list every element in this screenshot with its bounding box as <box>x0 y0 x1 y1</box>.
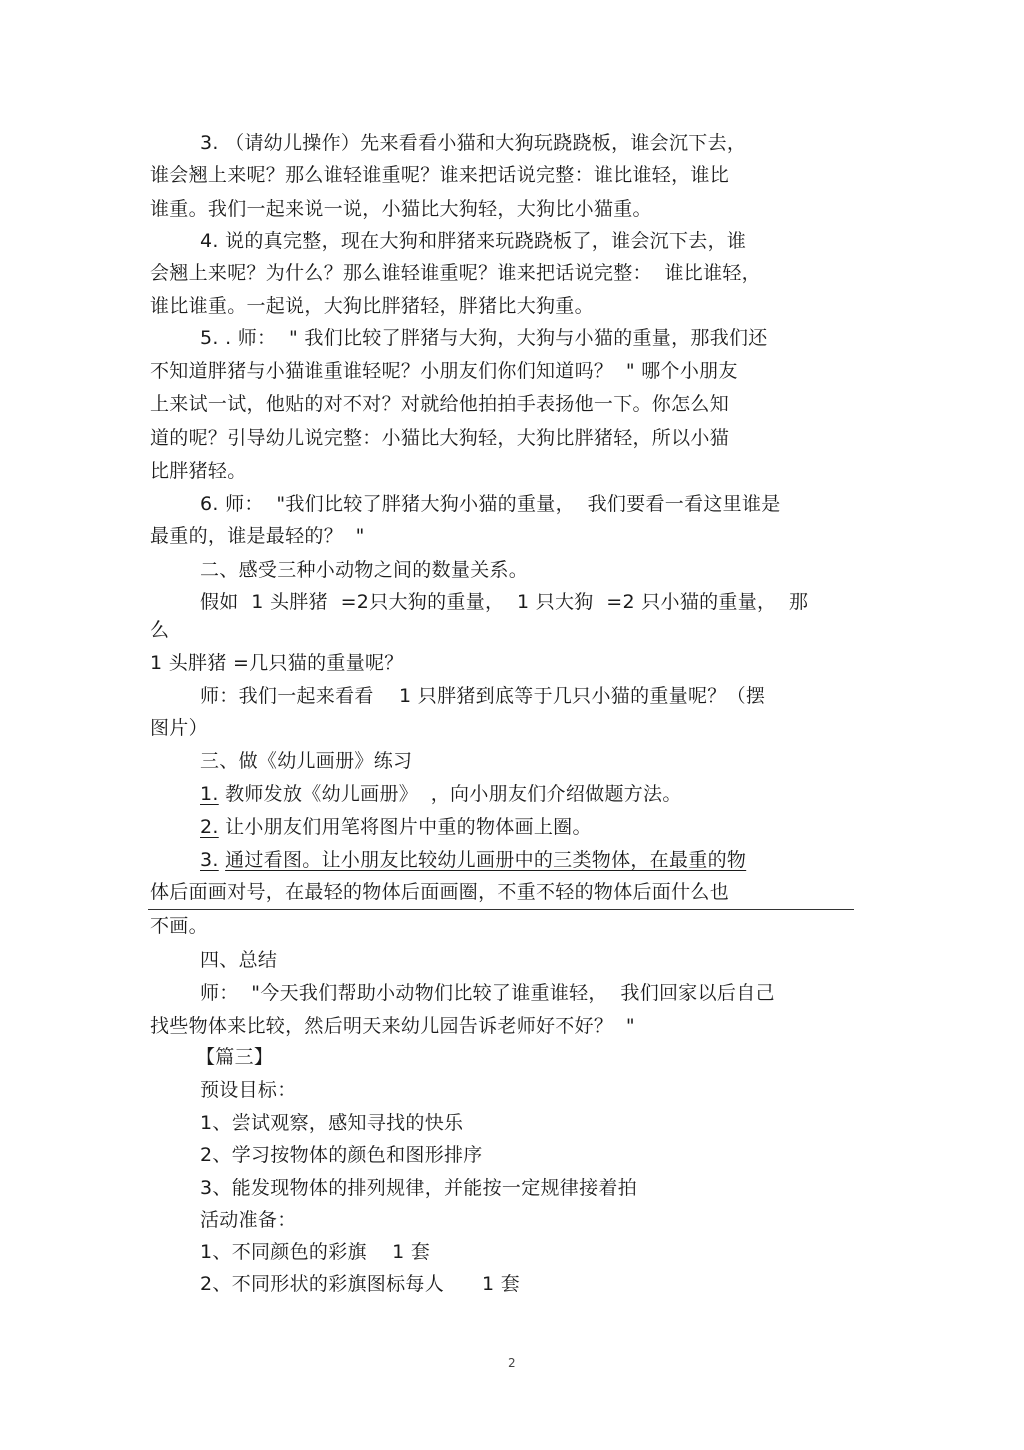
text-line: 体后面画对号，在最轻的物体后面画圈，不重不轻的物体后面什么也 <box>150 881 730 903</box>
section-heading: 二、感受三种小动物之间的数量关系。 <box>200 559 529 581</box>
text-line: 最重的，谁是最轻的？ " <box>150 525 365 547</box>
text-line: 4. 说的真完整，现在大狗和胖猪来玩跷跷板了，谁会沉下去，谁 <box>200 230 747 252</box>
text-line: 谁重。我们一起来说一说，小猫比大狗轻，大狗比小猫重。 <box>150 198 652 220</box>
part-heading: 【篇三】 <box>196 1046 274 1068</box>
text-line: 比胖猪轻。 <box>150 460 247 482</box>
text-line: 不画。 <box>150 915 208 937</box>
text-line: 道的呢？引导幼儿说完整：小猫比大狗轻，大狗比胖猪轻，所以小猫 <box>150 427 730 449</box>
list-number: 3. <box>200 849 219 871</box>
list-item: 2、学习按物体的颜色和图形排序 <box>200 1144 483 1166</box>
text-line: 不知道胖猪与小猫谁重谁轻呢？小朋友们你们知道吗？ " 哪个小朋友 <box>150 360 738 382</box>
text-line: 活动准备： <box>200 1209 297 1231</box>
list-number: 2. <box>200 816 219 838</box>
text-line: 上来试一试，他贴的对不对？对就给他拍拍手表扬他一下。你怎么知 <box>150 393 730 415</box>
text-line: 6. 师： "我们比较了胖猪大狗小猫的重量， 我们要看一看这里谁是 <box>200 493 781 515</box>
text-line: 1 头胖猪 =几只猫的重量呢？ <box>150 652 404 674</box>
text-line: 师： "今天我们帮助小动物们比较了谁重谁轻， 我们回家以后自己 <box>200 982 775 1004</box>
list-item: 2. 让小朋友们用笔将图片中重的物体画上圈。 <box>200 816 592 838</box>
list-item: 1、不同颜色的彩旗 1 套 <box>200 1241 431 1263</box>
list-number: 1. <box>200 783 219 805</box>
text-line: 假如 1 头胖猪 =2只大狗的重量， 1 只大狗 =2 只小猫的重量， 那 <box>200 591 809 613</box>
text-line: 谁会翘上来呢？那么谁轻谁重呢？谁来把话说完整：谁比谁轻，谁比 <box>150 164 730 186</box>
text-line: 找些物体来比较，然后明天来幼儿园告诉老师好不好？ " <box>150 1015 635 1037</box>
list-item: 1、尝试观察，感知寻找的快乐 <box>200 1112 464 1134</box>
text-line: 会翘上来呢？为什么？那么谁轻谁重呢？谁来把话说完整： 谁比谁轻， <box>150 262 761 284</box>
text-line: 师：我们一起来看看 1 只胖猪到底等于几只小猫的重量呢？（摆 <box>200 685 766 707</box>
text-line: 预设目标： <box>200 1079 297 1101</box>
list-item: 2、不同形状的彩旗图标每人 1 套 <box>200 1273 521 1295</box>
text-line: 3. （请幼儿操作）先来看看小猫和大狗玩跷跷板，谁会沉下去， <box>200 132 747 154</box>
list-item: 1. 教师发放《幼儿画册》 ，向小朋友们介绍做题方法。 <box>200 783 682 805</box>
text-line: 5. . 师： " 我们比较了胖猪与大狗，大狗与小猫的重量，那我们还 <box>200 327 768 349</box>
list-item: 3. 通过看图。让小朋友比较幼儿画册中的三类物体，在最重的物 <box>200 849 747 871</box>
text-line: 么 <box>150 619 170 641</box>
section-heading: 四、总结 <box>200 949 278 971</box>
text-line: 谁比谁重。一起说，大狗比胖猪轻，胖猪比大狗重。 <box>150 295 594 317</box>
text-line: 图片） <box>150 717 208 739</box>
underline-rule <box>148 909 854 910</box>
page-number: 2 <box>508 1356 516 1370</box>
section-heading: 三、做《幼儿画册》练习 <box>200 750 413 772</box>
list-item: 3、能发现物体的排列规律，并能按一定规律接着拍 <box>200 1177 637 1199</box>
